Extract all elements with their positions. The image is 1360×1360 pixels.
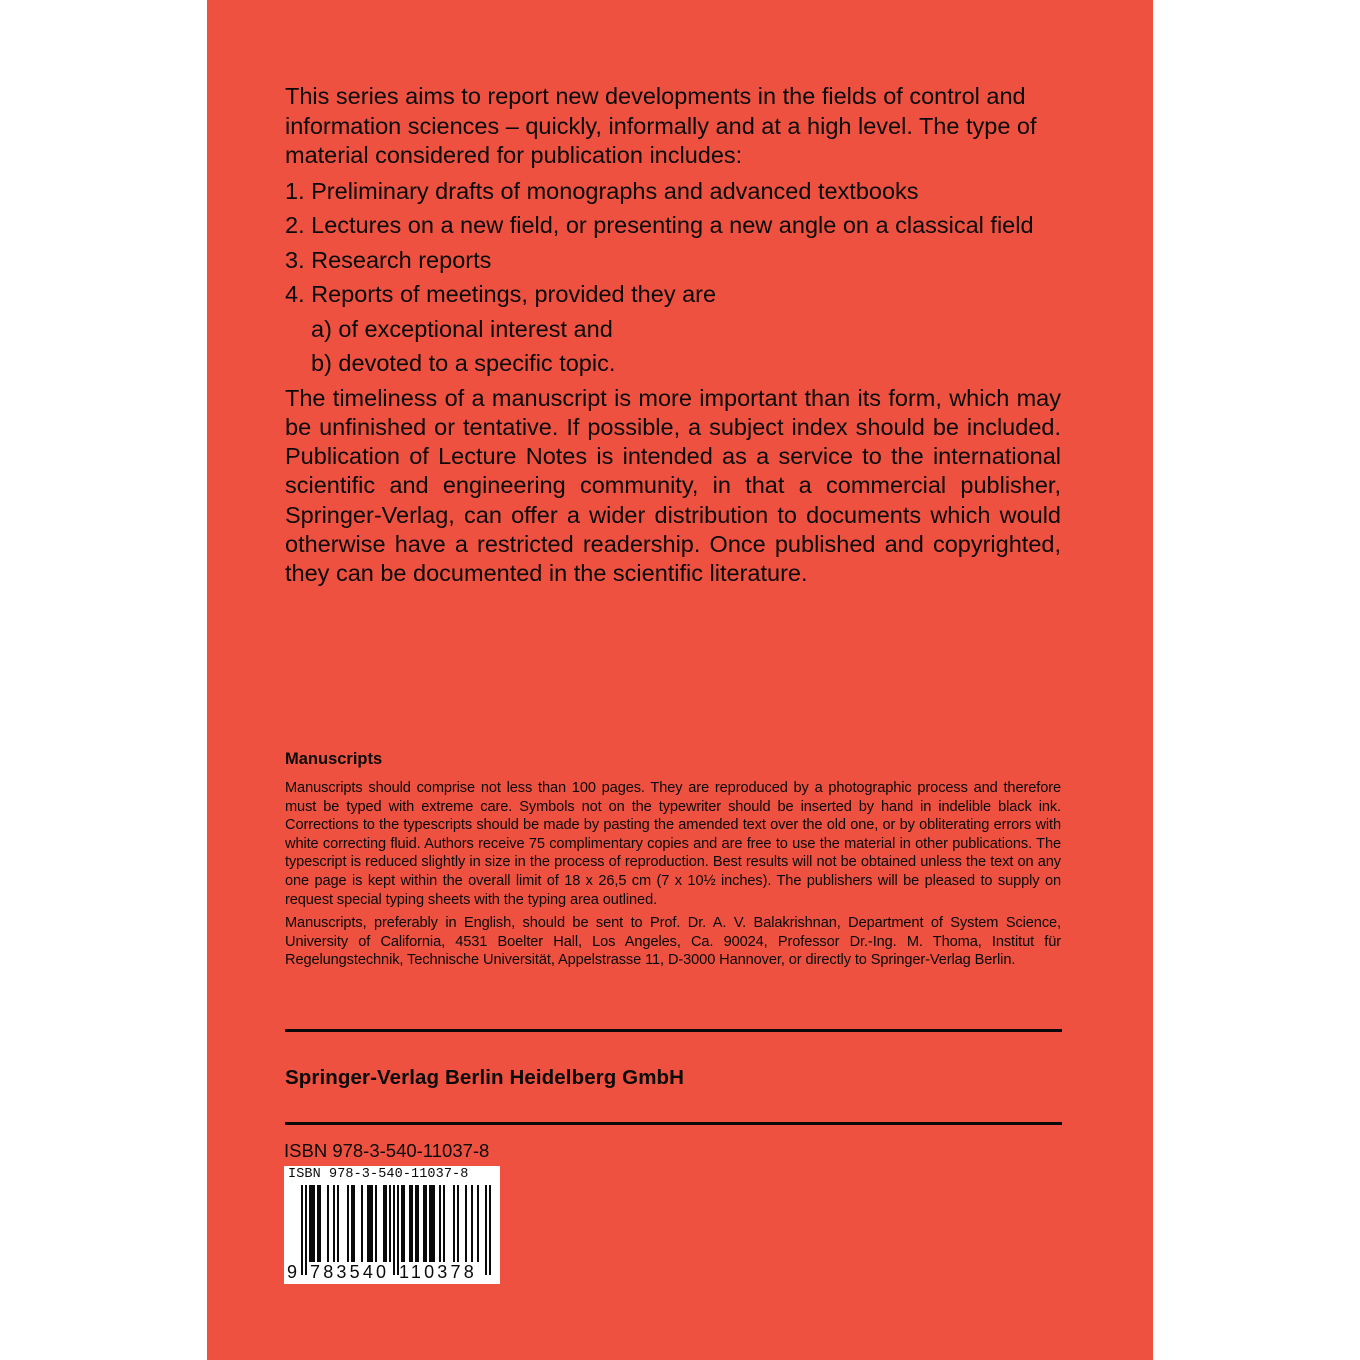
publisher-name: Springer-Verlag Berlin Heidelberg GmbH bbox=[285, 1066, 685, 1089]
manuscripts-heading: Manuscripts bbox=[285, 750, 383, 768]
barcode-bar bbox=[375, 1185, 377, 1262]
barcode-bar bbox=[403, 1185, 405, 1262]
divider-top bbox=[285, 1029, 1062, 1032]
barcode-bar bbox=[369, 1185, 371, 1262]
barcode-first-digit: 9 bbox=[287, 1262, 298, 1282]
barcode-bar bbox=[457, 1185, 459, 1262]
barcode-bar bbox=[433, 1185, 435, 1262]
barcode-guard-bar bbox=[393, 1185, 395, 1275]
barcode-bar bbox=[371, 1185, 373, 1262]
barcode-isbn: ISBN 978-3-540-11037-8 bbox=[288, 1167, 469, 1182]
barcode-right-digits: 110378 bbox=[399, 1262, 477, 1282]
barcode-bar bbox=[471, 1185, 473, 1262]
barcode-bar bbox=[439, 1185, 441, 1262]
barcode-bar bbox=[411, 1185, 413, 1262]
barcode-bar bbox=[309, 1185, 311, 1262]
manuscripts-paragraph: Manuscripts should comprise not less than 100 pages. They are reproduced by a photographic process and therefore must be typed with extreme care. Symbols not on the typewriter should be inserted by hand in indelible black ink. Corrections to the typescripts should be made by pasting the amended text over the old one, or by obliterating errors with white correcting fluid. Authors receive 75 complimentary copies and are free to use the material in other publications. The typescript is reduced slightly in size in the process of reproduction. Best results will not be obtained unless the text on any one page is kept within the overall limit of 18 x 26,5 cm (7 x 10½ inches). The publishers will be pleased to supply on request special typing sheets with the typing area outlined. bbox=[285, 780, 1061, 908]
barcode-bar bbox=[389, 1185, 391, 1262]
barcode-bar bbox=[333, 1185, 335, 1262]
barcode-bar bbox=[317, 1185, 319, 1262]
submission-paragraph: Manuscripts, preferably in English, should be sent to Prof. Dr. A. V. Balakrishnan, Department of System Science, University of California, 4531 Boelter Hall, Los Angeles, Ca. 90024, Professor Dr.-Ing. M. Thoma, Institut für Regelungstechnik, Technische Universität, Appelstrasse 11, D-3000 Hannover, or directly to Springer-Verlag Berlin. bbox=[285, 915, 1061, 969]
barcode-bar bbox=[453, 1185, 455, 1262]
barcode-bar bbox=[415, 1185, 417, 1262]
list-item: 3. Research reports bbox=[285, 246, 492, 273]
isbn-label: ISBN 978-3-540-11037-8 bbox=[284, 1140, 490, 1161]
barcode-bar bbox=[385, 1185, 387, 1262]
barcode-bar bbox=[361, 1185, 363, 1262]
barcode-bar bbox=[383, 1185, 385, 1262]
intro-paragraph: This series aims to report new developments in the fields of control and information sciences – quickly, informally and at a high level. The type of material considered for publication includes: bbox=[285, 83, 1037, 168]
barcode-bar bbox=[313, 1185, 315, 1262]
timeliness-paragraph: The timeliness of a manuscript is more important than its form, which may be unfinished or tentative. If possible, a subject index should be included. Publication of Lecture Notes is intended as a service to the international scientific and engineering community, in that a commercial publisher, Springer-Verlag, can offer a wider distribution to documents which would otherwise have a restricted readership. Once published and copyrighted, they can be documented in the scientific literature. bbox=[285, 384, 1061, 587]
list-item: 2. Lectures on a new field, or presenting a new angle on a classical field bbox=[285, 212, 1034, 238]
divider-bottom bbox=[285, 1122, 1062, 1125]
list-subitem: a) of exceptional interest and bbox=[311, 315, 613, 342]
barcode-bar bbox=[423, 1185, 425, 1262]
barcode-left-digits: 783540 bbox=[310, 1262, 390, 1282]
barcode-bar bbox=[409, 1185, 411, 1262]
barcode-guard-bar bbox=[301, 1185, 303, 1275]
list-item: 1. Preliminary drafts of monographs and advanced textbooks bbox=[285, 177, 919, 204]
barcode-bar bbox=[429, 1185, 431, 1262]
manuscripts-section bbox=[285, 748, 1061, 970]
series-description bbox=[285, 82, 1061, 589]
list-item: 4. Reports of meetings, provided they are bbox=[285, 281, 717, 307]
barcode bbox=[284, 1166, 500, 1284]
barcode-bar bbox=[311, 1185, 313, 1262]
barcode-guard-bar bbox=[485, 1185, 487, 1275]
barcode-bar bbox=[443, 1185, 445, 1262]
list-subitem: b) devoted to a specific topic. bbox=[311, 350, 616, 376]
barcode-bar bbox=[353, 1185, 355, 1262]
barcode-bar bbox=[327, 1185, 329, 1262]
barcode-bar bbox=[351, 1185, 353, 1262]
barcode-bar bbox=[337, 1185, 339, 1262]
barcode-bar bbox=[347, 1185, 349, 1262]
barcode-bar bbox=[477, 1185, 479, 1262]
barcode-guard-bar bbox=[305, 1185, 307, 1275]
barcode-bar bbox=[417, 1185, 419, 1262]
barcode-bar bbox=[367, 1185, 369, 1262]
barcode-bar bbox=[319, 1185, 321, 1262]
barcode-bar bbox=[425, 1185, 427, 1262]
barcode-bar bbox=[431, 1185, 433, 1262]
barcode-bar bbox=[401, 1185, 403, 1262]
material-list bbox=[285, 177, 1061, 379]
barcode-guard-bar bbox=[489, 1185, 491, 1275]
barcode-bar bbox=[465, 1185, 467, 1262]
